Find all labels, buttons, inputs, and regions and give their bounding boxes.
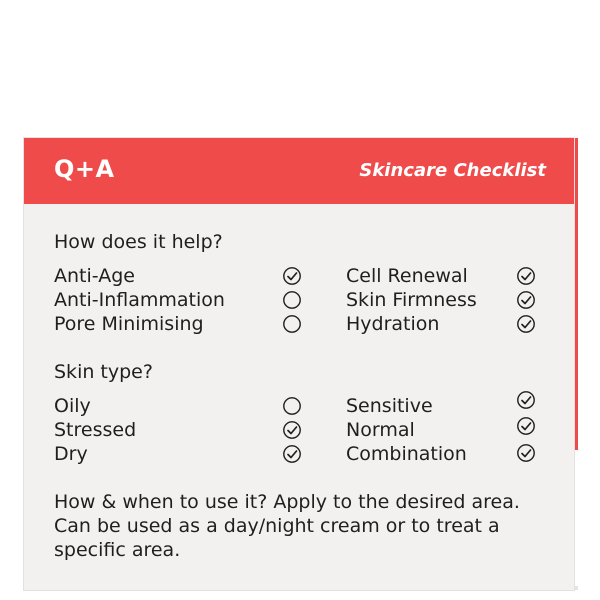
- check-circle-icon: [516, 266, 536, 286]
- empty-circle-icon: [282, 314, 302, 334]
- help-item-anti-inflammation: Anti-Inflammation: [54, 289, 225, 311]
- help-item-hydration: Hydration: [346, 313, 440, 335]
- skin-item-sensitive: Sensitive: [346, 395, 433, 417]
- check-circle-icon: [282, 420, 302, 440]
- usage-instructions: How & when to use it? Apply to the desired area. Can be used as a day/night cream or to treat a specific area.: [54, 491, 520, 561]
- check-circle-icon: [282, 444, 302, 464]
- brand-logo: Q+A: [54, 155, 115, 183]
- checklist-panel: [24, 138, 574, 590]
- help-item-pore-minimising: Pore Minimising: [54, 313, 204, 335]
- skin-item-stressed: Stressed: [54, 419, 137, 441]
- help-item-skin-firmness: Skin Firmness: [346, 289, 477, 311]
- box-side-edge: [574, 138, 578, 450]
- check-circle-icon: [516, 443, 536, 463]
- skin-item-combination: Combination: [346, 443, 467, 465]
- check-circle-icon: [516, 314, 536, 334]
- skin-item-normal: Normal: [346, 419, 415, 441]
- skin-item-oily: Oily: [54, 395, 91, 417]
- check-circle-icon: [282, 266, 302, 286]
- skin-heading: Skin type?: [54, 361, 153, 383]
- empty-circle-icon: [282, 290, 302, 310]
- header-band: [24, 138, 574, 204]
- help-item-cell-renewal: Cell Renewal: [346, 265, 468, 287]
- checklist-title: Skincare Checklist: [359, 160, 546, 181]
- skin-item-dry: Dry: [54, 443, 88, 465]
- check-circle-icon: [516, 416, 536, 436]
- check-circle-icon: [516, 290, 536, 310]
- help-item-anti-age: Anti-Age: [54, 265, 135, 287]
- empty-circle-icon: [282, 396, 302, 416]
- help-heading: How does it help?: [54, 231, 223, 253]
- check-circle-icon: [516, 390, 536, 410]
